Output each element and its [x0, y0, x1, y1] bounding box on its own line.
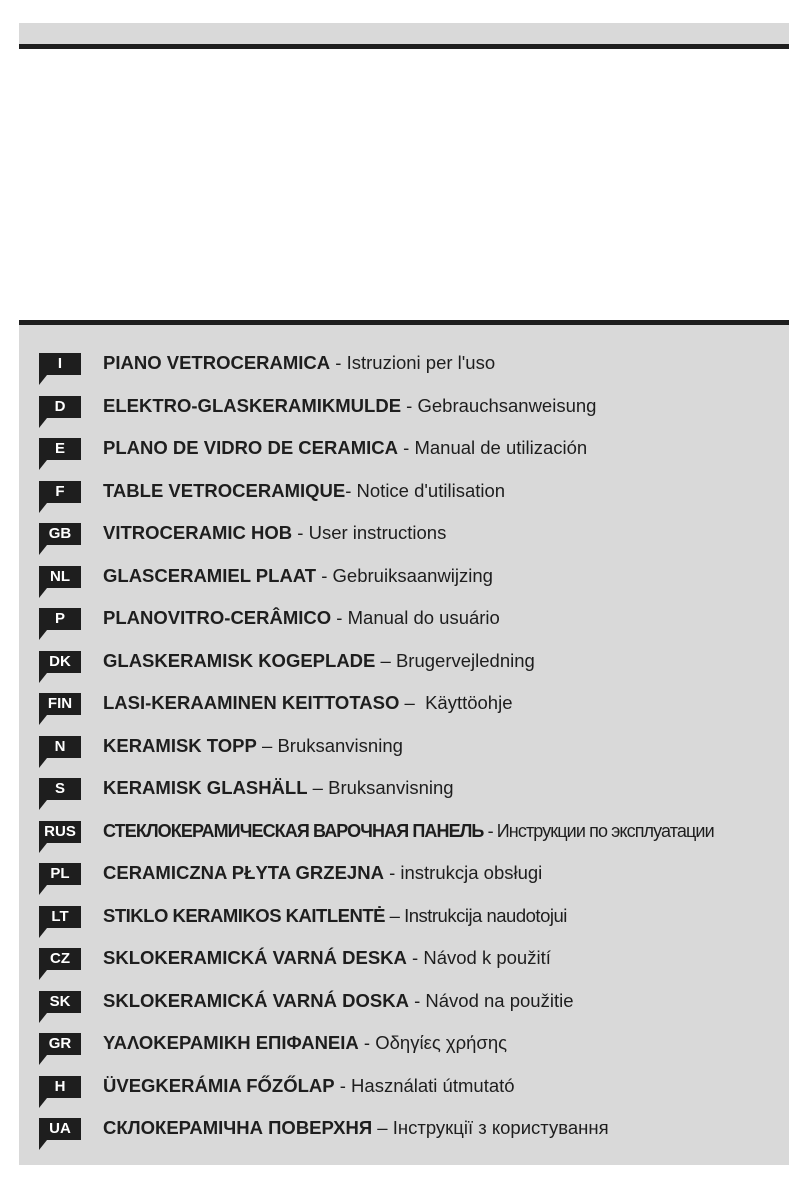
separator: – — [399, 692, 426, 713]
product-title: STIKLO KERAMIKOS KAITLENTĖ — [103, 904, 385, 926]
separator: - — [330, 352, 347, 373]
language-entry — [103, 521, 446, 545]
manual-description: Інструкції з користування — [392, 1117, 609, 1138]
product-title: LASI-KERAAMINEN KEITTOTASO — [103, 692, 400, 713]
language-row-dk — [19, 645, 789, 688]
language-code-badge: D — [39, 396, 81, 418]
language-entry — [103, 1116, 609, 1140]
separator: - — [398, 437, 415, 458]
language-entry — [103, 479, 505, 503]
header-band — [19, 23, 789, 44]
language-row-sk — [19, 985, 789, 1028]
language-row-s — [19, 772, 789, 815]
product-title: PLANO DE VIDRO DE CERAMICA — [103, 437, 398, 458]
separator: – — [372, 1117, 393, 1138]
language-row-p — [19, 602, 789, 645]
manual-description: Manual de utilización — [414, 437, 588, 458]
manual-description: Návod na použitie — [425, 989, 574, 1011]
language-code-badge: S — [39, 778, 81, 800]
product-title: SKLOKERAMICKÁ VARNÁ DESKA — [103, 947, 407, 968]
language-code-badge: GR — [39, 1033, 81, 1055]
language-row-i — [19, 347, 789, 390]
language-code-badge: P — [39, 608, 81, 630]
separator: – — [384, 904, 405, 926]
separator: - — [316, 564, 333, 586]
language-entry — [103, 691, 513, 715]
manual-description: User instructions — [308, 522, 447, 543]
product-title: ΥΑΛΟΚΕΡΑΜΙΚΗ ΕΠΙΦΑΝΕΙΑ — [103, 1032, 359, 1053]
language-entry — [103, 819, 714, 843]
product-title: PLANOVITRO-CERÂMICO — [103, 607, 332, 628]
manual-description: Gebrauchsanweisung — [417, 394, 597, 416]
language-code-badge: H — [39, 1076, 81, 1098]
language-code-badge: DK — [39, 651, 81, 673]
language-entry — [103, 1074, 515, 1098]
language-entry — [103, 861, 542, 885]
language-row-ua — [19, 1112, 789, 1155]
separator: – — [307, 777, 329, 798]
language-entry — [103, 351, 495, 375]
language-row-fin — [19, 687, 789, 730]
manual-description: Manual do usuário — [347, 607, 500, 628]
product-title: TABLE VETROCERAMIQUE — [103, 479, 346, 501]
separator: - — [408, 989, 426, 1011]
manual-description: Bruksanvisning — [277, 734, 403, 756]
language-list — [19, 347, 789, 1155]
language-panel — [19, 325, 789, 1165]
language-entry — [103, 904, 567, 928]
manual-description: Instrukcija naudotojui — [404, 904, 567, 926]
product-title: KERAMISK GLASHÄLL — [103, 777, 308, 798]
language-code-badge: NL — [39, 566, 81, 588]
language-row-n — [19, 730, 789, 773]
manual-description: Notice d'utilisation — [356, 479, 506, 501]
language-row-e — [19, 432, 789, 475]
language-row-cz — [19, 942, 789, 985]
separator: - — [406, 947, 424, 968]
manual-description: Bruksanvisning — [328, 777, 454, 798]
language-row-pl — [19, 857, 789, 900]
product-title: ÜVEGKERÁMIA FŐZŐLAP — [103, 1074, 335, 1096]
language-row-gr — [19, 1027, 789, 1070]
language-entry — [103, 1031, 507, 1055]
manual-description: Gebruiksaanwijzing — [332, 564, 493, 586]
separator: - — [483, 820, 497, 841]
separator: - — [401, 394, 418, 416]
language-row-gb — [19, 517, 789, 560]
separator: - — [334, 1074, 352, 1096]
manual-description: Инструкции по эксплуатации — [496, 820, 714, 841]
header-rule — [19, 44, 789, 49]
language-row-nl — [19, 560, 789, 603]
product-title: VITROCERAMIC HOB — [103, 522, 293, 543]
language-code-badge: LT — [39, 906, 81, 928]
separator: – — [375, 649, 396, 671]
language-code-badge: UA — [39, 1118, 81, 1140]
manual-description: Istruzioni per l'uso — [346, 352, 496, 373]
separator: - — [383, 862, 401, 883]
language-entry — [103, 946, 551, 970]
product-title: GLASKERAMISK KOGEPLADE — [103, 649, 376, 671]
language-row-d — [19, 390, 789, 433]
language-code-badge: GB — [39, 523, 81, 545]
language-row-f — [19, 475, 789, 518]
separator: - — [358, 1032, 376, 1053]
language-code-badge: RUS — [39, 821, 81, 843]
language-entry — [103, 606, 500, 630]
separator: - — [292, 522, 309, 543]
product-title: СКЛОКЕРАМІЧНА ПОВЕРХНЯ — [103, 1117, 373, 1138]
product-title: ELEKTRO-GLASKERAMIKMULDE — [103, 394, 402, 416]
separator: - — [331, 607, 348, 628]
separator: - — [345, 479, 357, 501]
language-entry — [103, 649, 535, 673]
language-code-badge: F — [39, 481, 81, 503]
product-title: СТЕКЛОКЕРАМИЧЕСКАЯ ВАРОЧНАЯ ПАНЕЛЬ — [103, 820, 484, 841]
manual-description: Használati útmutató — [351, 1074, 515, 1096]
language-row-lt — [19, 900, 789, 943]
manual-description: Návod k použití — [423, 947, 551, 968]
language-entry — [103, 436, 587, 460]
manual-description: instrukcja obsługi — [400, 862, 543, 883]
product-title: KERAMISK TOPP — [103, 734, 257, 756]
language-entry — [103, 394, 596, 418]
product-title: PIANO VETROCERAMICA — [103, 352, 331, 373]
language-code-badge: FIN — [39, 693, 81, 715]
language-entry — [103, 734, 403, 758]
language-row-rus — [19, 815, 789, 858]
language-row-h — [19, 1070, 789, 1113]
language-code-badge: PL — [39, 863, 81, 885]
product-title: GLASCERAMIEL PLAAT — [103, 564, 317, 586]
language-code-badge: I — [39, 353, 81, 375]
product-title: SKLOKERAMICKÁ VARNÁ DOSKA — [103, 989, 409, 1011]
language-code-badge: N — [39, 736, 81, 758]
manual-description: Οδηγίες χρήσης — [375, 1032, 508, 1053]
manual-description: Käyttöohje — [425, 692, 513, 713]
language-entry — [103, 564, 493, 588]
language-code-badge: E — [39, 438, 81, 460]
product-title: CERAMICZNA PŁYTA GRZEJNA — [103, 862, 384, 883]
language-entry — [103, 776, 454, 800]
language-code-badge: SK — [39, 991, 81, 1013]
language-entry — [103, 989, 574, 1013]
separator: – — [256, 734, 278, 756]
language-code-badge: CZ — [39, 948, 81, 970]
manual-description: Brugervejledning — [395, 649, 535, 671]
